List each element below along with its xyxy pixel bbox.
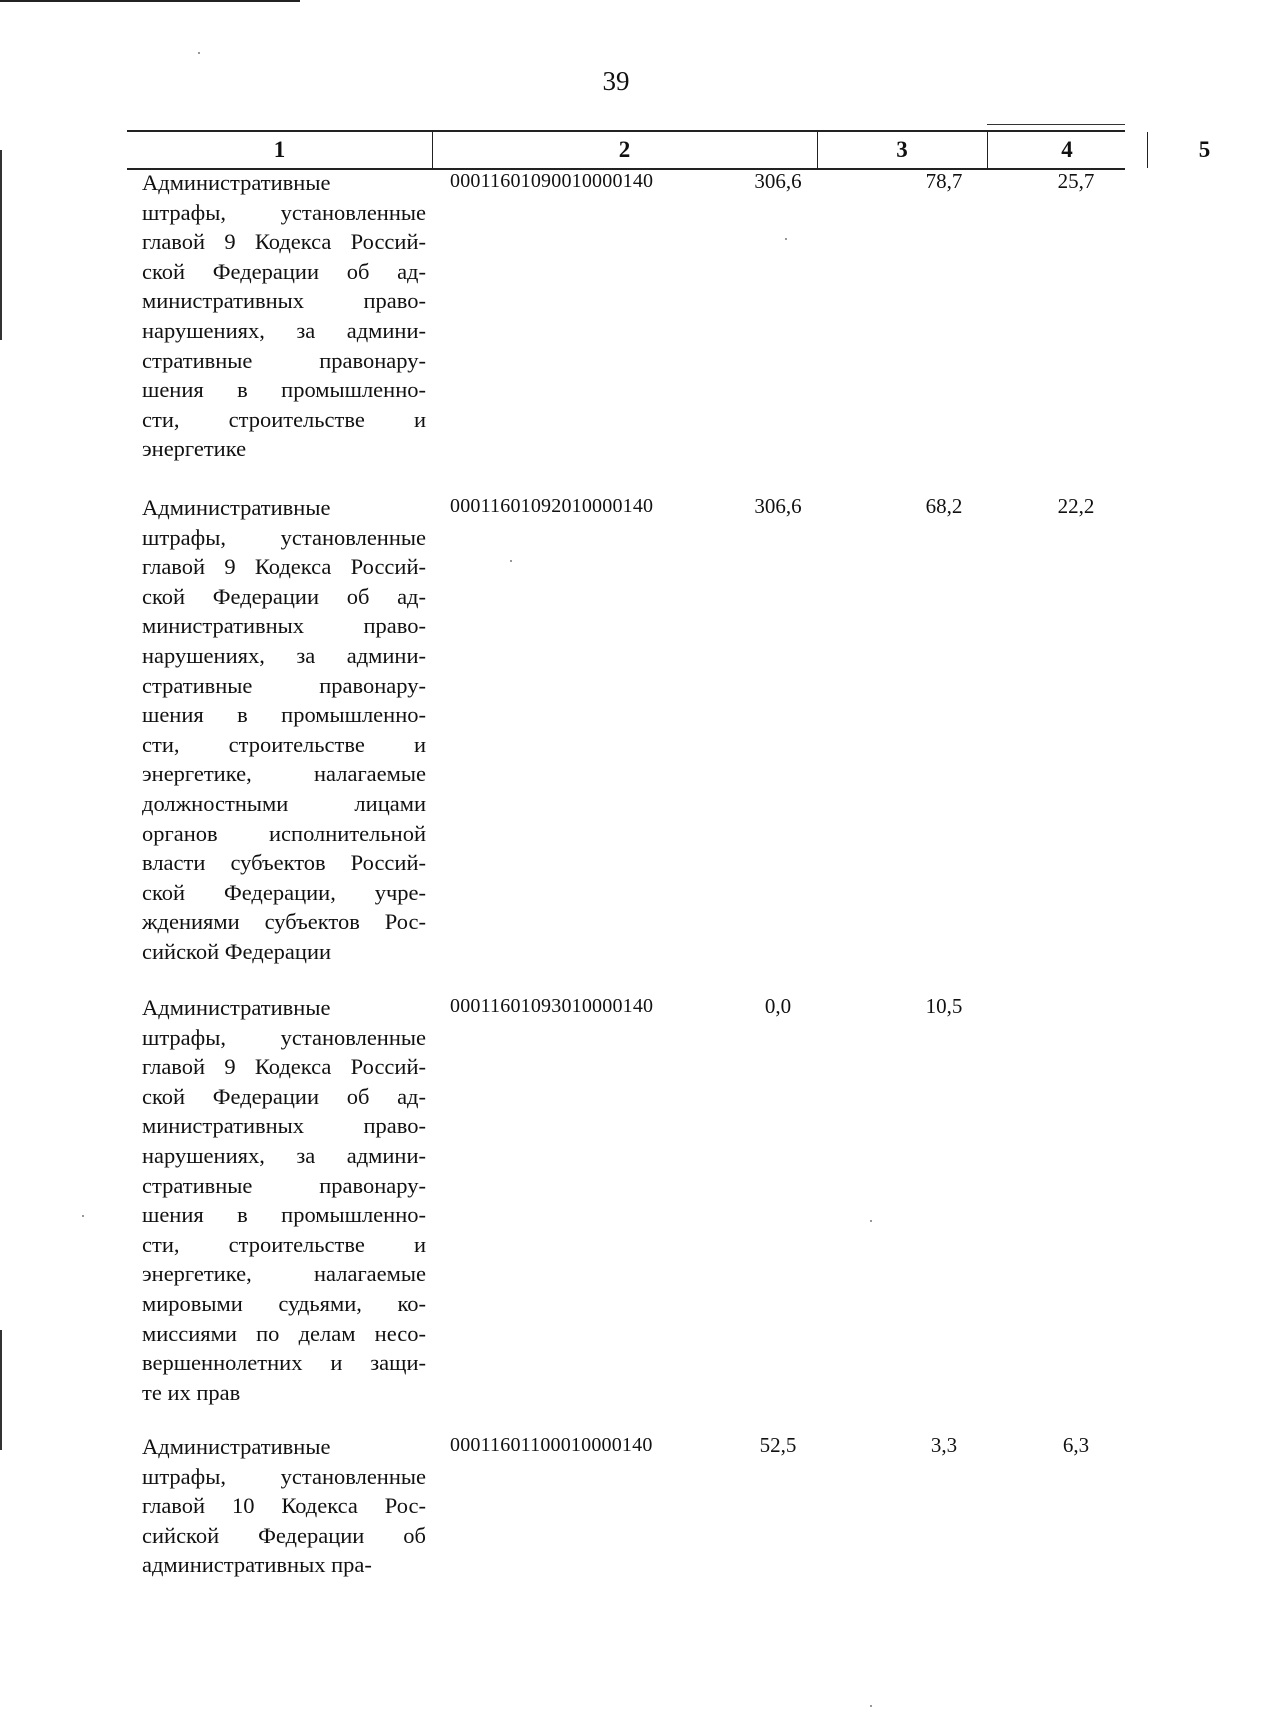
- description-line: те их прав: [142, 1379, 241, 1405]
- value-col-4: 68,2: [925, 494, 963, 518]
- value-col-5: 22,2: [1057, 494, 1095, 518]
- description-line: шения в промышленно-: [142, 1202, 426, 1228]
- description-line: сийской Федерации: [142, 938, 332, 964]
- description-line: сти, строительстве и: [142, 731, 426, 757]
- description-line: энергетике, налагаемые: [142, 1261, 426, 1287]
- value-col-5: 25,7: [1057, 169, 1095, 193]
- description-line: Административные: [142, 170, 331, 195]
- scan-speck: [870, 1220, 872, 1222]
- description-line: энергетике: [142, 436, 247, 462]
- description-line: министративных право-: [142, 1113, 426, 1139]
- column-header-3: 3: [896, 137, 908, 162]
- value-col-3: 0,0: [764, 994, 792, 1018]
- description-line: энергетике, налагаемые: [142, 761, 426, 787]
- description-line: сти, строительстве и: [142, 406, 426, 432]
- description-line: стративные правонару-: [142, 1172, 426, 1198]
- description-line: Административные: [142, 995, 331, 1020]
- description-line: вершеннолетних и защи-: [142, 1350, 426, 1376]
- scan-border-top: [0, 0, 300, 2]
- description-line: Административные: [142, 1434, 331, 1459]
- description-line: нарушениях, за админи-: [142, 642, 426, 668]
- description-line: должностными лицами: [142, 790, 426, 816]
- column-header-1: 1: [273, 137, 286, 162]
- description-line: власти субъектов Россий-: [142, 850, 426, 876]
- description-line: административных пра-: [142, 1552, 372, 1578]
- value-col-4: 78,7: [925, 169, 963, 193]
- scan-border-left: [0, 1330, 2, 1450]
- budget-code: 00011601093010000140: [450, 995, 654, 1017]
- description-line: шения в промышленно-: [142, 702, 426, 728]
- description-line: стративные правонару-: [142, 347, 426, 373]
- description-line: главой 9 Кодекса Россий-: [142, 554, 426, 580]
- scan-speck: [870, 1705, 872, 1707]
- description-line: сийской Федерации об: [142, 1522, 426, 1548]
- scan-speck: [82, 1215, 84, 1217]
- description-line: главой 9 Кодекса Россий-: [142, 1054, 426, 1080]
- description-line: сти, строительстве и: [142, 1231, 426, 1257]
- value-col-4: 10,5: [925, 994, 963, 1018]
- value-col-3: 52,5: [759, 1433, 797, 1457]
- scan-border-left: [0, 150, 2, 340]
- description-line: министративных право-: [142, 613, 426, 639]
- description-line: штрафы, установленные: [142, 199, 426, 225]
- description-line: ской Федерации об ад-: [142, 583, 426, 609]
- description-line: главой 10 Кодекса Рос-: [142, 1493, 426, 1519]
- description-line: ской Федерации об ад-: [142, 258, 426, 284]
- row-description: [142, 993, 426, 1407]
- page-number: 39: [602, 66, 630, 96]
- description-line: Административные: [142, 495, 331, 520]
- scan-speck: [785, 238, 787, 240]
- description-line: органов исполнительной: [142, 820, 426, 846]
- row-description: [142, 1432, 426, 1580]
- scan-speck: [198, 52, 200, 54]
- value-col-3: 306,6: [754, 169, 802, 193]
- description-line: ской Федерации об ад-: [142, 1083, 426, 1109]
- description-line: штрафы, установленные: [142, 1024, 426, 1050]
- column-header-5: 5: [1198, 137, 1211, 162]
- description-line: нарушениях, за админи-: [142, 1142, 426, 1168]
- column-header-2: 2: [618, 137, 631, 162]
- description-line: мировыми судьями, ко-: [142, 1290, 426, 1316]
- row-description: [142, 493, 426, 967]
- budget-code: 00011601092010000140: [450, 495, 654, 517]
- budget-code: 00011601090010000140: [450, 170, 654, 192]
- budget-code: 00011601100010000140: [450, 1434, 653, 1456]
- column-header-4: 4: [1061, 137, 1073, 162]
- value-col-5: 6,3: [1062, 1433, 1090, 1457]
- row-description: [142, 168, 426, 464]
- value-col-3: 306,6: [754, 494, 802, 518]
- description-line: главой 9 Кодекса Россий-: [142, 229, 426, 255]
- description-line: ской Федерации, учре-: [142, 879, 426, 905]
- description-line: шения в промышленно-: [142, 377, 426, 403]
- scan-speck: [510, 560, 512, 562]
- description-line: стративные правонару-: [142, 672, 426, 698]
- description-line: штрафы, установленные: [142, 524, 426, 550]
- description-line: миссиями по делам несо-: [142, 1320, 426, 1346]
- description-line: штрафы, установленные: [142, 1463, 426, 1489]
- table-header: [127, 130, 1211, 170]
- header-rule: [987, 124, 1125, 125]
- description-line: нарушениях, за админи-: [142, 317, 426, 343]
- value-col-4: 3,3: [930, 1433, 958, 1457]
- description-line: ждениями субъектов Рос-: [142, 909, 426, 935]
- description-line: министративных право-: [142, 288, 426, 314]
